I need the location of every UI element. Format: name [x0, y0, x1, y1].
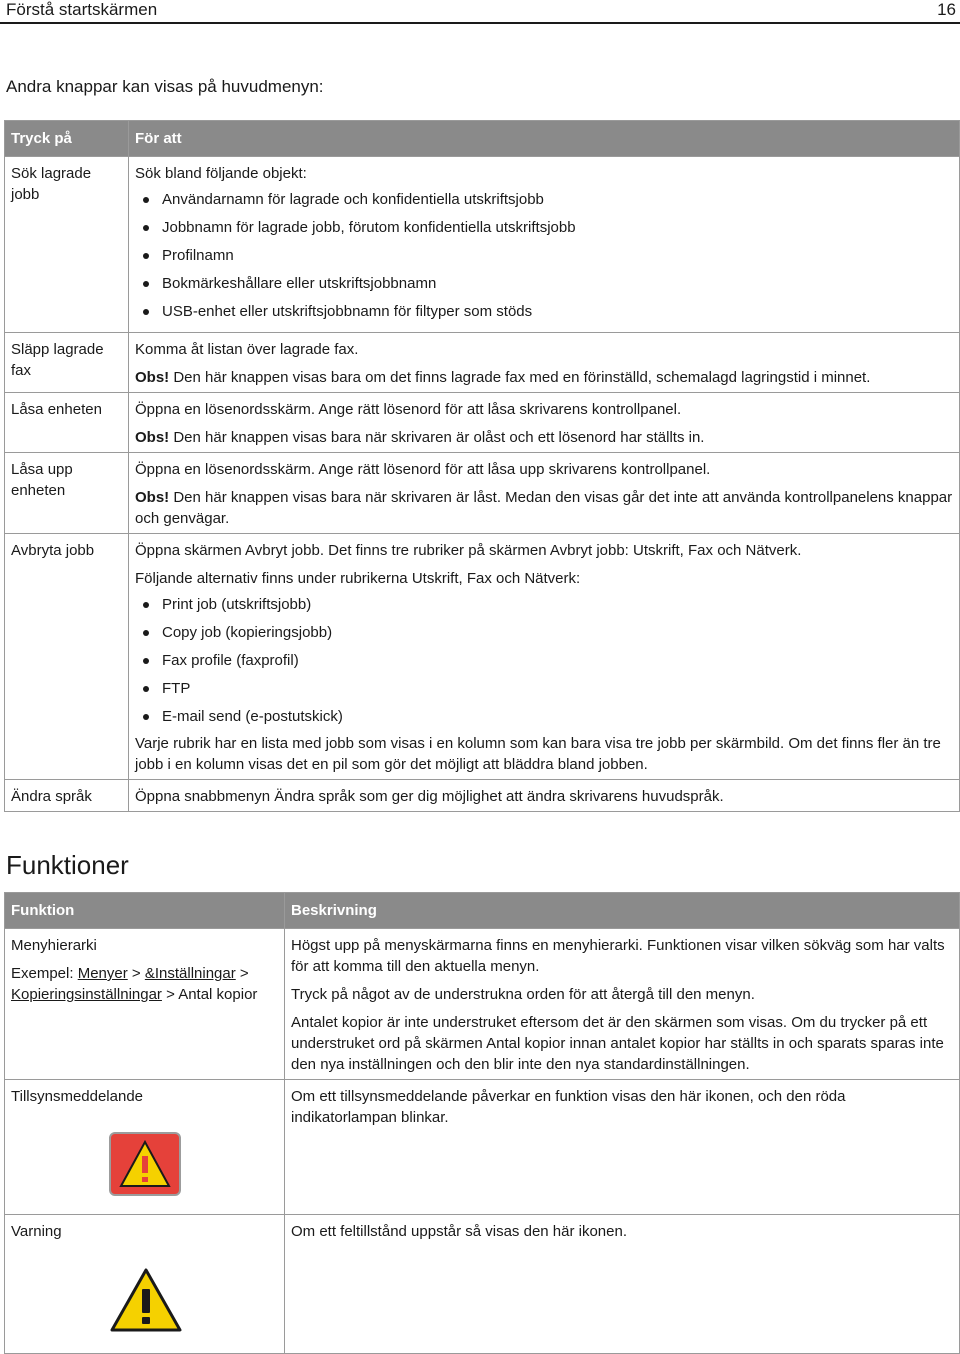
description-lead: Sök bland följande objekt: — [135, 165, 307, 182]
description-text: Högst upp på menyskärmarna finns en menyhierarki. Funktionen visar vilken sökväg som har valts för att komma till den aktuella menyn. — [291, 937, 945, 975]
function-cell — [5, 1215, 285, 1354]
button-description — [129, 393, 960, 453]
description-lead: Följande alternativ finns under rubrikerna Utskrift, Fax och Nätverk: — [135, 570, 581, 587]
example-suffix: > Antal kopior — [161, 986, 258, 1003]
note — [135, 487, 953, 529]
table-row — [5, 780, 960, 812]
bullet-list — [135, 186, 953, 326]
column-header-function: Funktion — [5, 893, 285, 929]
list-item: Print job (utskriftsjobb) — [135, 591, 953, 619]
description-text: Tryck på något av de understrukna orden för att återgå till den menyn. — [291, 986, 755, 1003]
button-name: Avbryta jobb — [5, 534, 129, 780]
functions-table — [4, 892, 960, 1354]
button-description — [129, 534, 960, 780]
function-description — [285, 1215, 960, 1354]
note — [135, 427, 953, 448]
description-text: Öppna en lösenordsskärm. Ange rätt lösenord för att låsa upp skrivarens kontrollpanel. — [135, 461, 711, 478]
description-text: Om ett feltillstånd uppstår så visas den här ikonen. — [291, 1223, 628, 1240]
table-header-row — [5, 121, 960, 157]
column-header-press: Tryck på — [5, 121, 129, 157]
button-name: Låsa upp enheten — [5, 453, 129, 534]
button-description — [129, 157, 960, 333]
list-item: FTP — [135, 675, 953, 703]
list-item: Bokmärkeshållare eller utskriftsjobbnamn — [135, 270, 953, 298]
description-text: Öppna en lösenordsskärm. Ange rätt lösenord för att låsa skrivarens kontrollpanel. — [135, 401, 682, 418]
list-item: Copy job (kopieringsjobb) — [135, 619, 953, 647]
function-cell — [5, 1080, 285, 1215]
button-name: Sök lagrade jobb — [5, 157, 129, 333]
page-number: 16 — [937, 0, 956, 19]
list-item: Profilnamn — [135, 242, 953, 270]
attention-icon — [109, 1132, 181, 1196]
intro-text: Andra knappar kan visas på huvudmenyn: — [6, 77, 324, 96]
description-text: Öppna skärmen Avbryt jobb. Det finns tre rubriker på skärmen Avbryt jobb: Utskrift, Fax och Nätverk. — [135, 542, 802, 559]
button-description — [129, 780, 960, 812]
function-description — [285, 1080, 960, 1215]
description-text: Komma åt listan över lagrade fax. — [135, 341, 359, 358]
note — [135, 367, 953, 388]
note-text: Den här knappen visas bara när skrivaren är olåst och ett lösenord har ställts in. — [169, 429, 705, 446]
section-title: Funktioner — [6, 850, 129, 880]
table-row — [5, 1080, 960, 1215]
note-text: Den här knappen visas bara när skrivaren är låst. Medan den visas går det inte att använda kontrollpanelens knappar och genvägar. — [135, 489, 953, 527]
table-row — [5, 393, 960, 453]
bullet-list — [135, 591, 953, 731]
example-prefix: Exempel: — [11, 965, 78, 982]
note-label: Obs! — [135, 369, 170, 386]
table-row — [5, 1215, 960, 1354]
table-header-row — [5, 893, 960, 929]
example-link-kopieringsinstallningar: Kopieringsinställningar — [11, 986, 162, 1003]
warning-icon — [109, 1267, 183, 1333]
button-description — [129, 333, 960, 393]
example-separator: > — [235, 965, 249, 982]
note-label: Obs! — [135, 429, 170, 446]
example-link-menyer: Menyer — [77, 965, 128, 982]
description-text: Om ett tillsynsmeddelande påverkar en funktion visas den här ikonen, och den röda indikatorlampan blinkar. — [291, 1088, 846, 1126]
column-header-description: Beskrivning — [285, 893, 960, 929]
button-name: Ändra språk — [5, 780, 129, 812]
list-item: Fax profile (faxprofil) — [135, 647, 953, 675]
note-label: Obs! — [135, 489, 170, 506]
button-name: Låsa enheten — [5, 393, 129, 453]
table-row — [5, 929, 960, 1080]
note-text: Den här knappen visas bara om det finns lagrade fax med en förinställd, schemalagd lagringstid i minnet. — [169, 369, 871, 386]
example-separator: > — [127, 965, 145, 982]
page-header-title: Förstå startskärmen — [6, 0, 158, 19]
table-row — [5, 333, 960, 393]
function-name: Tillsynsmeddelande — [11, 1088, 144, 1105]
function-description — [285, 929, 960, 1080]
list-item: Användarnamn för lagrade och konfidentiella utskriftsjobb — [135, 186, 953, 214]
table-row — [5, 534, 960, 780]
button-description — [129, 453, 960, 534]
example-link-installningar: &Inställningar — [144, 965, 236, 982]
table-row — [5, 453, 960, 534]
page-header — [0, 0, 960, 24]
function-example — [11, 963, 278, 1005]
function-name: Menyhierarki — [11, 937, 97, 954]
description-text: Öppna snabbmenyn Ändra språk som ger dig möjlighet att ändra skrivarens huvudspråk. — [135, 788, 724, 805]
function-name: Varning — [11, 1223, 62, 1240]
column-header-to: För att — [129, 121, 960, 157]
list-item: Jobbnamn för lagrade jobb, förutom konfidentiella utskriftsjobb — [135, 214, 953, 242]
list-item: E-mail send (e-postutskick) — [135, 703, 953, 731]
buttons-table — [4, 120, 960, 812]
table-row — [5, 157, 960, 333]
button-name: Släpp lagrade fax — [5, 333, 129, 393]
function-cell — [5, 929, 285, 1080]
list-item: USB-enhet eller utskriftsjobbnamn för filtyper som stöds — [135, 298, 953, 326]
description-tail: Varje rubrik har en lista med jobb som visas i en kolumn som kan bara visa tre jobb per skärmbild. Om det finns fler än tre jobb i en kolumn visas det en pil som gör det möjligt att bläddra bland jobben. — [135, 735, 941, 773]
description-text: Antalet kopior är inte understruket eftersom det är den skärmen som visas. Om du trycker på ett understruket ord på skärmen Antal kopior innan antalet kopior har ställts in och sparats sparas inte den nya inställningen och den blir inte den nya standardinställningen. — [291, 1014, 944, 1073]
